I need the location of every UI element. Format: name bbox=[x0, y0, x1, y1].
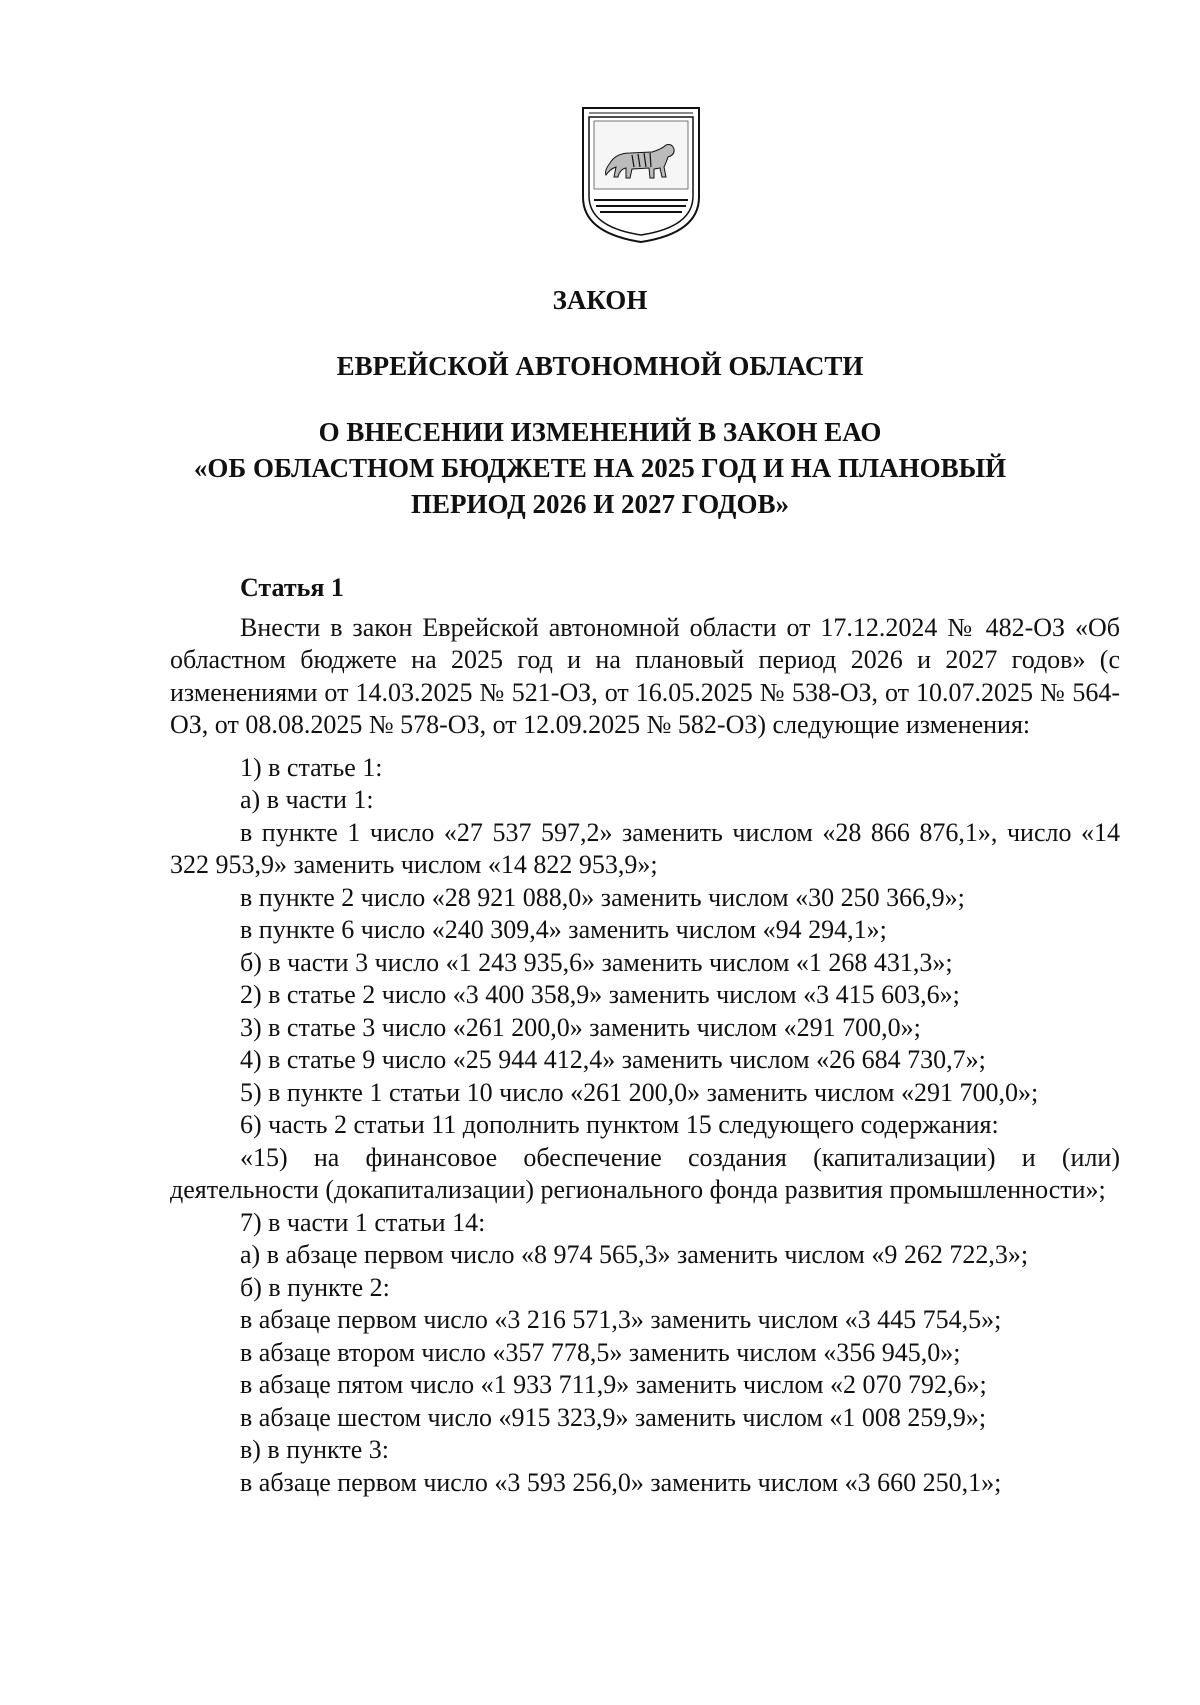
amendment-item: в) в пункте 3: bbox=[240, 1435, 389, 1464]
law-title-line: «ОБ ОБЛАСТНОМ БЮДЖЕТЕ НА 2025 ГОД И НА ПЛАНОВЫЙ bbox=[193, 453, 1007, 483]
amendment-item: 3) в статье 3 число «261 200,0» заменить числом «291 700,0»; bbox=[240, 1012, 921, 1042]
amendment-item: в абзаце шестом число «915 323,9» заменить числом «1 008 259,9»; bbox=[240, 1402, 987, 1432]
amendment-item: в абзаце первом число «3 216 571,3» заменить числом «3 445 754,5»; bbox=[240, 1305, 1002, 1334]
law-title bbox=[0, 414, 1200, 522]
amendment-item: в абзаце пятом число «1 933 711,9» заменить числом «2 070 792,6»; bbox=[240, 1370, 987, 1399]
amendment-item: 1) в статье 1: bbox=[240, 752, 383, 782]
document-heading bbox=[0, 282, 1200, 522]
amendment-item: в абзаце втором число «357 778,5» заменить числом «356 945,0»; bbox=[240, 1337, 961, 1367]
amendment-item: б) в части 3 число «1 243 935,6» заменить числом «1 268 431,3»; bbox=[240, 947, 953, 977]
law-label: ЗАКОН bbox=[552, 285, 648, 315]
amendment-item: «15) на финансовое обеспечение создания (капитализации) и (или) деятельности (докапитализации) регионального фонда развития промышленности»; bbox=[170, 1142, 1120, 1204]
article-intro: Внести в закон Еврейской автономной области от 17.12.2024 № 482-ОЗ «Об областном бюджете на 2025 год и на плановый период 2026 и 2027 годов» (с изменениями от 14.03.2025 № 521-ОЗ, от 16.05.2025 № 538-ОЗ, от 10.07.2025 № 564-ОЗ, от 08.08.2025 № 578-ОЗ, от 12.09.2025 № 582-ОЗ) следующие изменения: bbox=[170, 612, 1120, 739]
law-title-line: О ВНЕСЕНИИ ИЗМЕНЕНИЙ В ЗАКОН ЕАО bbox=[318, 417, 882, 447]
amendment-item: 5) в пункте 1 статьи 10 число «261 200,0» заменить числом «291 700,0»; bbox=[240, 1077, 1039, 1107]
amendment-item: 4) в статье 9 число «25 944 412,4» заменить числом «26 684 730,7»; bbox=[240, 1045, 986, 1074]
amendment-item: б) в пункте 2: bbox=[240, 1272, 390, 1302]
article-heading: Статья 1 bbox=[240, 573, 344, 602]
law-title-line: ПЕРИОД 2026 И 2027 ГОДОВ» bbox=[411, 489, 789, 519]
region-name: ЕВРЕЙСКОЙ АВТОНОМНОЙ ОБЛАСТИ bbox=[336, 351, 864, 381]
article-body bbox=[170, 572, 1120, 1499]
coat-of-arms-emblem bbox=[580, 105, 702, 245]
amendment-item: в пункте 6 число «240 309,4» заменить числом «94 294,1»; bbox=[240, 915, 887, 944]
amendment-item: 7) в части 1 статьи 14: bbox=[240, 1207, 486, 1237]
amendment-item: а) в части 1: bbox=[240, 785, 374, 814]
amendment-item: в абзаце первом число «3 593 256,0» заменить числом «3 660 250,1»; bbox=[240, 1467, 1002, 1497]
amendment-item: в пункте 1 число «27 537 597,2» заменить числом «28 866 876,1», число «14 322 953,9» заменить числом «14 822 953,9»; bbox=[170, 817, 1120, 879]
amendment-item: 2) в статье 2 число «3 400 358,9» заменить числом «3 415 603,6»; bbox=[240, 980, 960, 1009]
amendment-item: а) в абзаце первом число «8 974 565,3» заменить числом «9 262 722,3»; bbox=[240, 1240, 1029, 1269]
amendment-item: в пункте 2 число «28 921 088,0» заменить числом «30 250 366,9»; bbox=[240, 882, 965, 912]
amendment-item: 6) часть 2 статьи 11 дополнить пунктом 15 следующего содержания: bbox=[240, 1110, 999, 1139]
